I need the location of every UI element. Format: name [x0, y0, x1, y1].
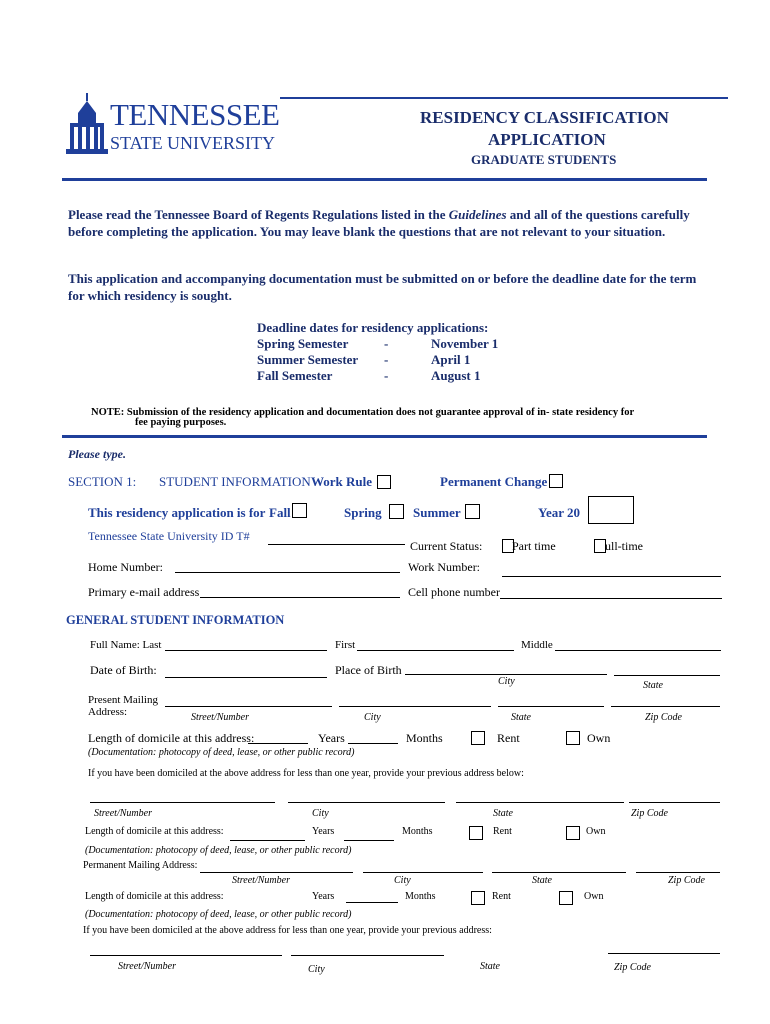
deadline-term: Fall Semester [257, 368, 333, 383]
summer-checkbox[interactable] [465, 504, 480, 519]
logo-line-1: TENNESSEE [110, 97, 280, 132]
dob-label: Date of Birth: [90, 663, 157, 677]
birth-state-caption: State [643, 680, 663, 691]
birth-state-field[interactable] [614, 675, 720, 676]
general-info-heading: GENERAL STUDENT INFORMATION [66, 613, 285, 627]
present-zip-caption: Zip Code [645, 712, 682, 723]
fall-label: Fall [269, 505, 291, 520]
work-rule-checkbox[interactable] [377, 475, 391, 489]
section1-label: SECTION 1: [68, 474, 137, 489]
intro-paragraph-1 [68, 206, 708, 240]
months-label: Months [406, 731, 443, 745]
deadline-date: April 1 [431, 352, 471, 367]
permanent-mailing-label: Permanent Mailing Address: [83, 860, 198, 871]
perm-years-label: Years [312, 891, 335, 902]
perm-own-label: Own [584, 891, 604, 902]
prev2-zip-caption: Zip Code [614, 962, 651, 973]
spring-label: Spring [344, 505, 382, 520]
note-line-2: fee paying purposes. [135, 417, 227, 428]
first-name-label: First [335, 639, 356, 651]
documentation-note: (Documentation: photocopy of deed, lease, or other public record) [88, 747, 355, 758]
spring-checkbox[interactable] [389, 504, 404, 519]
primary-email-field[interactable] [200, 597, 400, 598]
prev-state-caption: State [493, 808, 513, 819]
previous-address-instructions-2: If you have been domiciled at the above address for less than one year, provide your previous address: [83, 925, 492, 936]
first-name-field[interactable] [357, 650, 514, 651]
form-title-line-1: RESIDENCY CLASSIFICATION [420, 108, 669, 127]
years-label: Years [318, 731, 345, 745]
prev2-street-caption: Street/Number [118, 961, 176, 972]
rent-checkbox[interactable] [471, 731, 485, 745]
prev-months-label: Months [402, 826, 433, 837]
permanent-change-checkbox[interactable] [549, 474, 563, 488]
birth-city-caption: City [498, 676, 515, 687]
prev-years-label: Years [312, 826, 335, 837]
intro-p1-guidelines: Guidelines [448, 207, 507, 222]
prev-zip-caption: Zip Code [631, 808, 668, 819]
part-time-label: Part time [512, 539, 556, 553]
note-bottom-rule [62, 435, 707, 438]
deadline-dash: - [384, 368, 389, 383]
header-top-rule [280, 97, 728, 99]
prev2-city-caption: City [308, 964, 325, 975]
prev-state-field[interactable] [456, 802, 624, 803]
deadline-date: August 1 [431, 368, 481, 383]
form-subtitle: GRADUATE STUDENTS [471, 152, 617, 167]
intro-p1-after: and all of the questions carefully before completing the application. You may leave blank the questions that are not relevant to your situation. [68, 207, 690, 239]
work-number-label: Work Number: [408, 560, 481, 574]
permanent-change-label: Permanent Change [440, 474, 548, 489]
deadline-dash: - [384, 336, 389, 351]
full-name-last-label: Full Name: Last [90, 639, 162, 651]
fall-checkbox[interactable] [292, 503, 307, 518]
present-state-caption: State [511, 712, 531, 723]
present-zip-field[interactable] [611, 706, 720, 707]
prev-street-caption: Street/Number [94, 808, 152, 819]
place-of-birth-label: Place of Birth [335, 663, 402, 677]
deadline-dash: - [384, 352, 389, 367]
deadline-term: Summer Semester [257, 352, 359, 367]
prev-domicile-years-field[interactable] [230, 840, 305, 841]
prev-domicile-months-field[interactable] [344, 840, 394, 841]
student-id-field[interactable] [268, 544, 405, 545]
own-label: Own [587, 731, 611, 745]
perm-documentation-note: (Documentation: photocopy of deed, lease, or other public record) [85, 909, 352, 920]
perm-street-field[interactable] [200, 872, 353, 873]
middle-name-field[interactable] [555, 650, 721, 651]
prev-street-field[interactable] [90, 802, 275, 803]
dob-field[interactable] [165, 677, 327, 678]
university-logo [66, 93, 280, 155]
logo-line-2: STATE UNIVERSITY [110, 133, 276, 153]
cell-phone-field[interactable] [500, 598, 722, 599]
rent-label: Rent [497, 731, 520, 745]
own-checkbox[interactable] [566, 731, 580, 745]
perm-rent-checkbox[interactable] [471, 891, 485, 905]
prev2-zip-field[interactable] [608, 953, 720, 954]
present-city-caption: City [364, 712, 381, 723]
note-line-1: NOTE: Submission of the residency application and documentation does not guarantee approval of in- state residency for [91, 407, 635, 418]
prev-length-domicile-label: Length of domicile at this address: [85, 826, 224, 837]
prev-city-caption: City [312, 808, 329, 819]
perm-months-label: Months [405, 891, 436, 902]
present-mailing-label-2: Address: [88, 706, 128, 718]
length-domicile-label: Length of domicile at this address: [88, 731, 255, 745]
prev-zip-field[interactable] [629, 802, 720, 803]
perm-length-domicile-label: Length of domicile at this address: [85, 891, 224, 902]
full-time-label: ull-time [605, 539, 643, 553]
prev-city-field[interactable] [288, 802, 445, 803]
work-rule-label: Work Rule [311, 474, 373, 489]
header-bottom-rule [62, 178, 707, 181]
work-number-field[interactable] [502, 576, 721, 577]
previous-address-instructions: If you have been domiciled at the above address for less than one year, provide your previous address below: [88, 768, 524, 779]
home-number-field[interactable] [175, 572, 400, 573]
perm-zip-field[interactable] [636, 872, 720, 873]
student-id-label: Tennessee State University ID T# [88, 529, 250, 543]
deadline-date: November 1 [431, 336, 499, 351]
perm-state-field[interactable] [492, 872, 626, 873]
prev2-street-field[interactable] [90, 955, 282, 956]
prev-rent-label: Rent [493, 826, 512, 837]
application-for-label: This residency application is for [88, 505, 266, 520]
form-title-line-2: APPLICATION [488, 130, 606, 149]
prev2-city-field[interactable] [291, 955, 444, 956]
present-city-field[interactable] [339, 706, 491, 707]
year-label: Year 20 [538, 505, 581, 520]
prev2-state-caption: State [480, 961, 500, 972]
section1-title: STUDENT INFORMATION [159, 474, 311, 489]
present-state-field[interactable] [498, 706, 604, 707]
prev-rent-checkbox[interactable] [469, 826, 483, 840]
please-type: Please type. [68, 447, 126, 461]
building-tower-icon [66, 93, 110, 155]
perm-city-caption: City [394, 875, 411, 886]
primary-email-label: Primary e-mail address [88, 585, 200, 599]
perm-state-caption: State [532, 875, 552, 886]
birth-city-field[interactable] [405, 674, 607, 675]
perm-own-checkbox[interactable] [559, 891, 573, 905]
perm-street-caption: Street/Number [232, 875, 290, 886]
last-name-field[interactable] [165, 650, 327, 651]
intro-p1-before: Please read the Tennessee Board of Regents Regulations listed in the [68, 207, 449, 222]
current-status-label: Current Status: [410, 539, 483, 553]
perm-city-field[interactable] [363, 872, 483, 873]
present-street-field[interactable] [165, 706, 332, 707]
domicile-years-field[interactable] [248, 743, 308, 744]
summer-label: Summer [413, 505, 461, 520]
middle-name-label: Middle [521, 639, 553, 651]
perm-rent-label: Rent [492, 891, 511, 902]
present-street-caption: Street/Number [191, 712, 249, 723]
deadlines-heading: Deadline dates for residency applications: [257, 320, 489, 335]
cell-phone-label: Cell phone number [408, 585, 500, 599]
home-number-label: Home Number: [88, 560, 163, 574]
present-mailing-label-1: Present Mailing [88, 694, 158, 706]
perm-zip-caption: Zip Code [668, 875, 705, 886]
deadline-term: Spring Semester [257, 336, 349, 351]
perm-domicile-months-field[interactable] [346, 902, 398, 903]
year-input[interactable] [588, 496, 634, 524]
prev-documentation-note: (Documentation: photocopy of deed, lease, or other public record) [85, 845, 352, 856]
prev-own-checkbox[interactable] [566, 826, 580, 840]
domicile-months-field[interactable] [348, 743, 398, 744]
intro-paragraph-2: This application and accompanying documentation must be submitted on or before the deadline date for the term for which residency is sought. [68, 271, 697, 303]
prev-own-label: Own [586, 826, 606, 837]
